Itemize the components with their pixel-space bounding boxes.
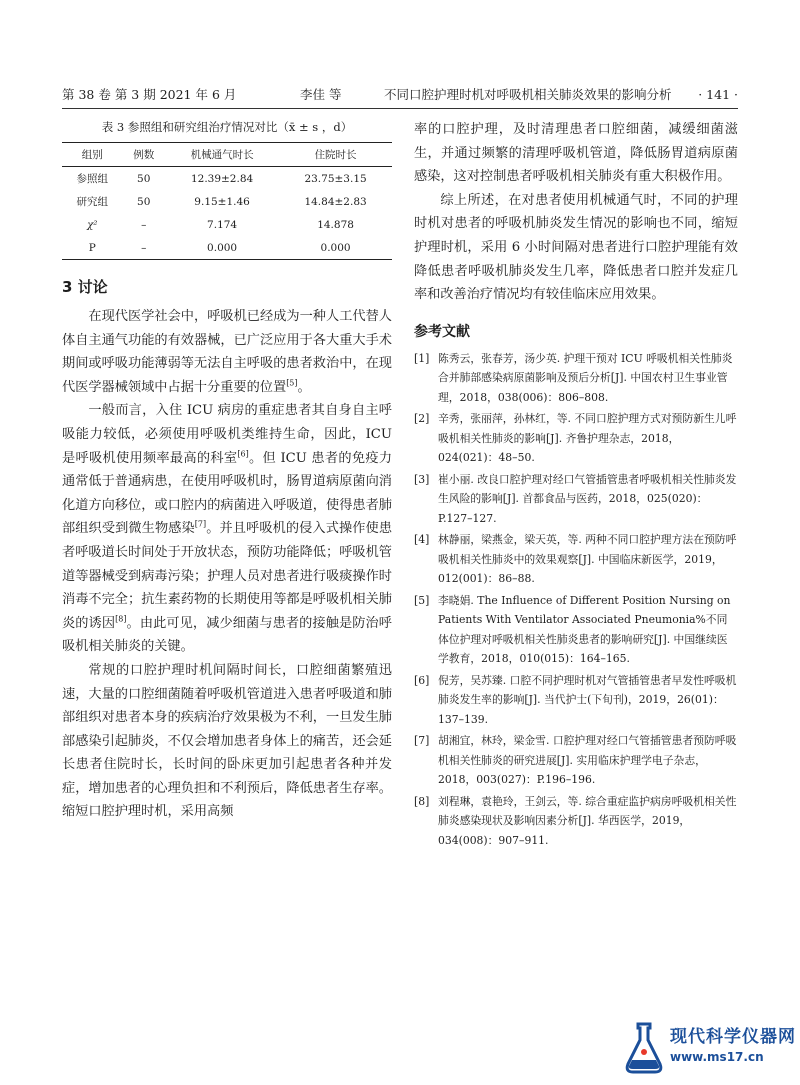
paragraph-text: 在现代医学社会中，呼吸机已经成为一种人工代替人体自主通气功能的有效器械，已广泛应用于各大重大手术期间或呼吸功能薄弱等无法自主呼吸的患者救治中，在现代医学器械领域中占据十分重要的位置 (62, 309, 392, 395)
reference-text: 辛秀，张丽萍，孙林红，等. 不同口腔护理方式对预防新生儿呼吸机相关性肺炎的影响[J]. 齐鲁护理杂志，2018，024(021)：48–50. (438, 412, 737, 465)
citation-7: [7] (194, 519, 207, 529)
reference-item (414, 792, 738, 851)
reference-text: 倪芳，吴苏臻. 口腔不同护理时机对气管插管患者早发性呼吸机肺炎发生率的影响[J]. 当代护士(下旬刊)，2019，26(01)：137–139. (438, 673, 737, 726)
paragraph-text: 。由此可见，减少细菌与患者的接触是防治呼吸机相关肺炎的关键。 (62, 615, 392, 655)
reference-text: 刘程琳，袁艳玲，王剑云，等. 综合重症监护病房呼吸机相关性肺炎感染现状及影响因素分析[J]. 华西医学，2019，034(008)：907–911. (438, 794, 737, 847)
paragraph-text: 。 (297, 379, 311, 395)
paragraph-text: 。但 ICU 患者的免疫力通常低于普通病患，在使用呼吸机时，肠胃道病原菌向消化道方向移位，或口腔内的病菌进入呼吸道，使得患者肺部组织受到微生物感染 (62, 450, 393, 537)
reference-item (414, 530, 738, 589)
table-cell: 9.15±1.46 (194, 195, 250, 208)
left-column (62, 118, 392, 824)
paragraph-text: 。并且呼吸机的侵入式操作使患者呼吸道长时间处于开放状态，预防功能降低；呼吸机管道等器械受到病毒污染；护理人员对患者进行吸痰操作时消毒不完全；抗生素药物的长期使用等都是呼吸机相关肺炎的诱因 (62, 521, 393, 631)
table-header-cell: 组别 (81, 149, 103, 161)
table-header-cell: 例数 (133, 149, 155, 161)
section-heading: 3 讨论 (62, 278, 108, 296)
table-row (62, 190, 392, 213)
running-header (62, 86, 738, 109)
reference-item (414, 671, 738, 730)
reference-number: [4] (414, 533, 430, 547)
table-cell: 23.75±3.15 (304, 172, 367, 185)
page-number: · 141 · (698, 87, 738, 102)
table-row (62, 213, 392, 236)
reference-text: 陈秀云，张春芳，汤少英. 护理干预对 ICU 呼吸机相关性肺炎合并肺部感染病原菌影响及预后分析[J]. 中国农村卫生事业管理，2018，038(006)：806–808. (438, 351, 733, 404)
paragraph-4: 综上所述，在对患者使用机械通气时，不同的护理时机对患者的呼吸机肺炎发生情况的影响也不同，缩短护理时机，采用 6 小时间隔对患者进行口腔护理能有效降低患者呼吸机肺炎发生几率，降低患者口腔并发症几率和改善治疗情况均有较佳临床应用效果。 (414, 192, 738, 303)
table-cell: 50 (137, 195, 151, 208)
table-cell: 14.878 (317, 218, 354, 231)
citation-5: [5] (286, 378, 298, 388)
reference-number: [6] (414, 673, 430, 687)
watermark-logo (622, 1020, 798, 1078)
paragraph-3-continued: 率的口腔护理，及时清理患者口腔细菌，减缓细菌滋生，并通过频繁的清理呼吸机管道，降低肠胃道病原菌感染，这对控制患者呼吸机相关肺炎有重大积极作用。 (414, 122, 738, 185)
reference-item (414, 591, 738, 669)
table-header-cell: 机械通气时长 (190, 149, 254, 161)
watermark-url: www.ms17.cn (670, 1050, 764, 1064)
reference-number: [8] (414, 794, 430, 808)
results-table (62, 142, 392, 260)
reference-number: [3] (414, 472, 430, 486)
reference-number: [2] (414, 412, 430, 426)
reference-item (414, 731, 738, 790)
flask-logo-icon (622, 1020, 666, 1076)
table-row (62, 167, 392, 191)
table-cell: P (88, 241, 96, 254)
reference-item (414, 349, 738, 408)
paragraph-2 (62, 399, 392, 659)
table-cell: 参照组 (76, 173, 108, 185)
reference-text: 崔小丽. 改良口腔护理对经口气管插管患者呼吸机相关性肺炎发生风险的影响[J]. 首都食品与医药，2018，025(020)：P.127–127. (438, 472, 737, 525)
paragraph-1 (62, 305, 392, 399)
reference-text: 林静丽，梁燕金，梁天英，等. 两种不同口腔护理方法在预防呼吸机相关性肺炎中的效果观察[J]. 中国临床新医学，2019，012(001)：86–88. (438, 533, 737, 586)
table-cell: 0.000 (320, 241, 351, 254)
reference-text: 李晓娟. The Influence of Different Position Nursing on Patients With Ventilator Associated Pneumonia%不同体位护理对呼吸机相关性肺炎患者的影响研究[J]. 中国继续医学教育，2018，010(015)：164–165. (438, 593, 731, 666)
table-cell: 12.39±2.84 (190, 172, 254, 185)
table-cell: 14.84±2.83 (304, 195, 367, 208)
table-cell: 0.000 (207, 241, 238, 254)
table-cell: 7.174 (207, 218, 238, 231)
reference-item (414, 470, 738, 529)
watermark-title: 现代科学仪器网 (670, 1027, 796, 1047)
reference-text: 胡湘宜，林玲，梁金雪. 口腔护理对经口气管插管患者预防呼吸机相关性肺炎的研究进展[J]. 实用临床护理学电子杂志，2018，003(027)：P.196–196. (438, 734, 737, 787)
reference-number: [7] (414, 734, 430, 748)
header-authors: 李佳 等 (300, 87, 342, 102)
table-cell: 研究组 (76, 196, 108, 208)
header-title: 不同口腔护理时机对呼吸机相关肺炎效果的影响分析 (384, 87, 672, 102)
table-cell: χ² (86, 218, 98, 231)
table-header-row (62, 143, 392, 167)
table-row (62, 236, 392, 260)
citation-8: [8] (115, 614, 127, 624)
table-cell: – (141, 241, 147, 254)
paragraph-3: 常规的口腔护理时机间隔时间长，口腔细菌繁殖迅速，大量的口腔细菌随着呼吸机管道进入患者呼吸道和肺部组织对患者本身的疾病治疗效果极为不利，一旦发生肺部感染引起肺炎，不仅会增加患者身体上的痛苦，还会延长患者住院时长，长时间的卧床更加引起患者各种并发症，增加患者的心理负担和不利预后，降低患者生存率。缩短口腔护理时机，采用高频 (62, 662, 392, 820)
right-column (414, 118, 738, 852)
reference-number: [5] (414, 593, 430, 607)
journal-info: 第 38 卷 第 3 期 2021 年 6 月 (62, 87, 237, 102)
table-header-cell: 住院时长 (314, 149, 357, 161)
reference-number: [1] (414, 351, 430, 365)
table-cell: – (141, 218, 147, 231)
reference-item (414, 409, 738, 468)
citation-6: [6] (237, 449, 249, 459)
paragraph-text: 一般而言，入住 ICU 病房的重症患者其自身自主呼吸能力较低，必须使用呼吸机类维持生命，因此，ICU 是呼吸机使用频率最高的科室 (62, 403, 392, 466)
table-caption: 表 3 参照组和研究组治疗情况对比（x̄ ± s ，d） (101, 120, 353, 134)
references-heading: 参考文献 (414, 323, 470, 340)
table-cell: 50 (137, 172, 151, 185)
